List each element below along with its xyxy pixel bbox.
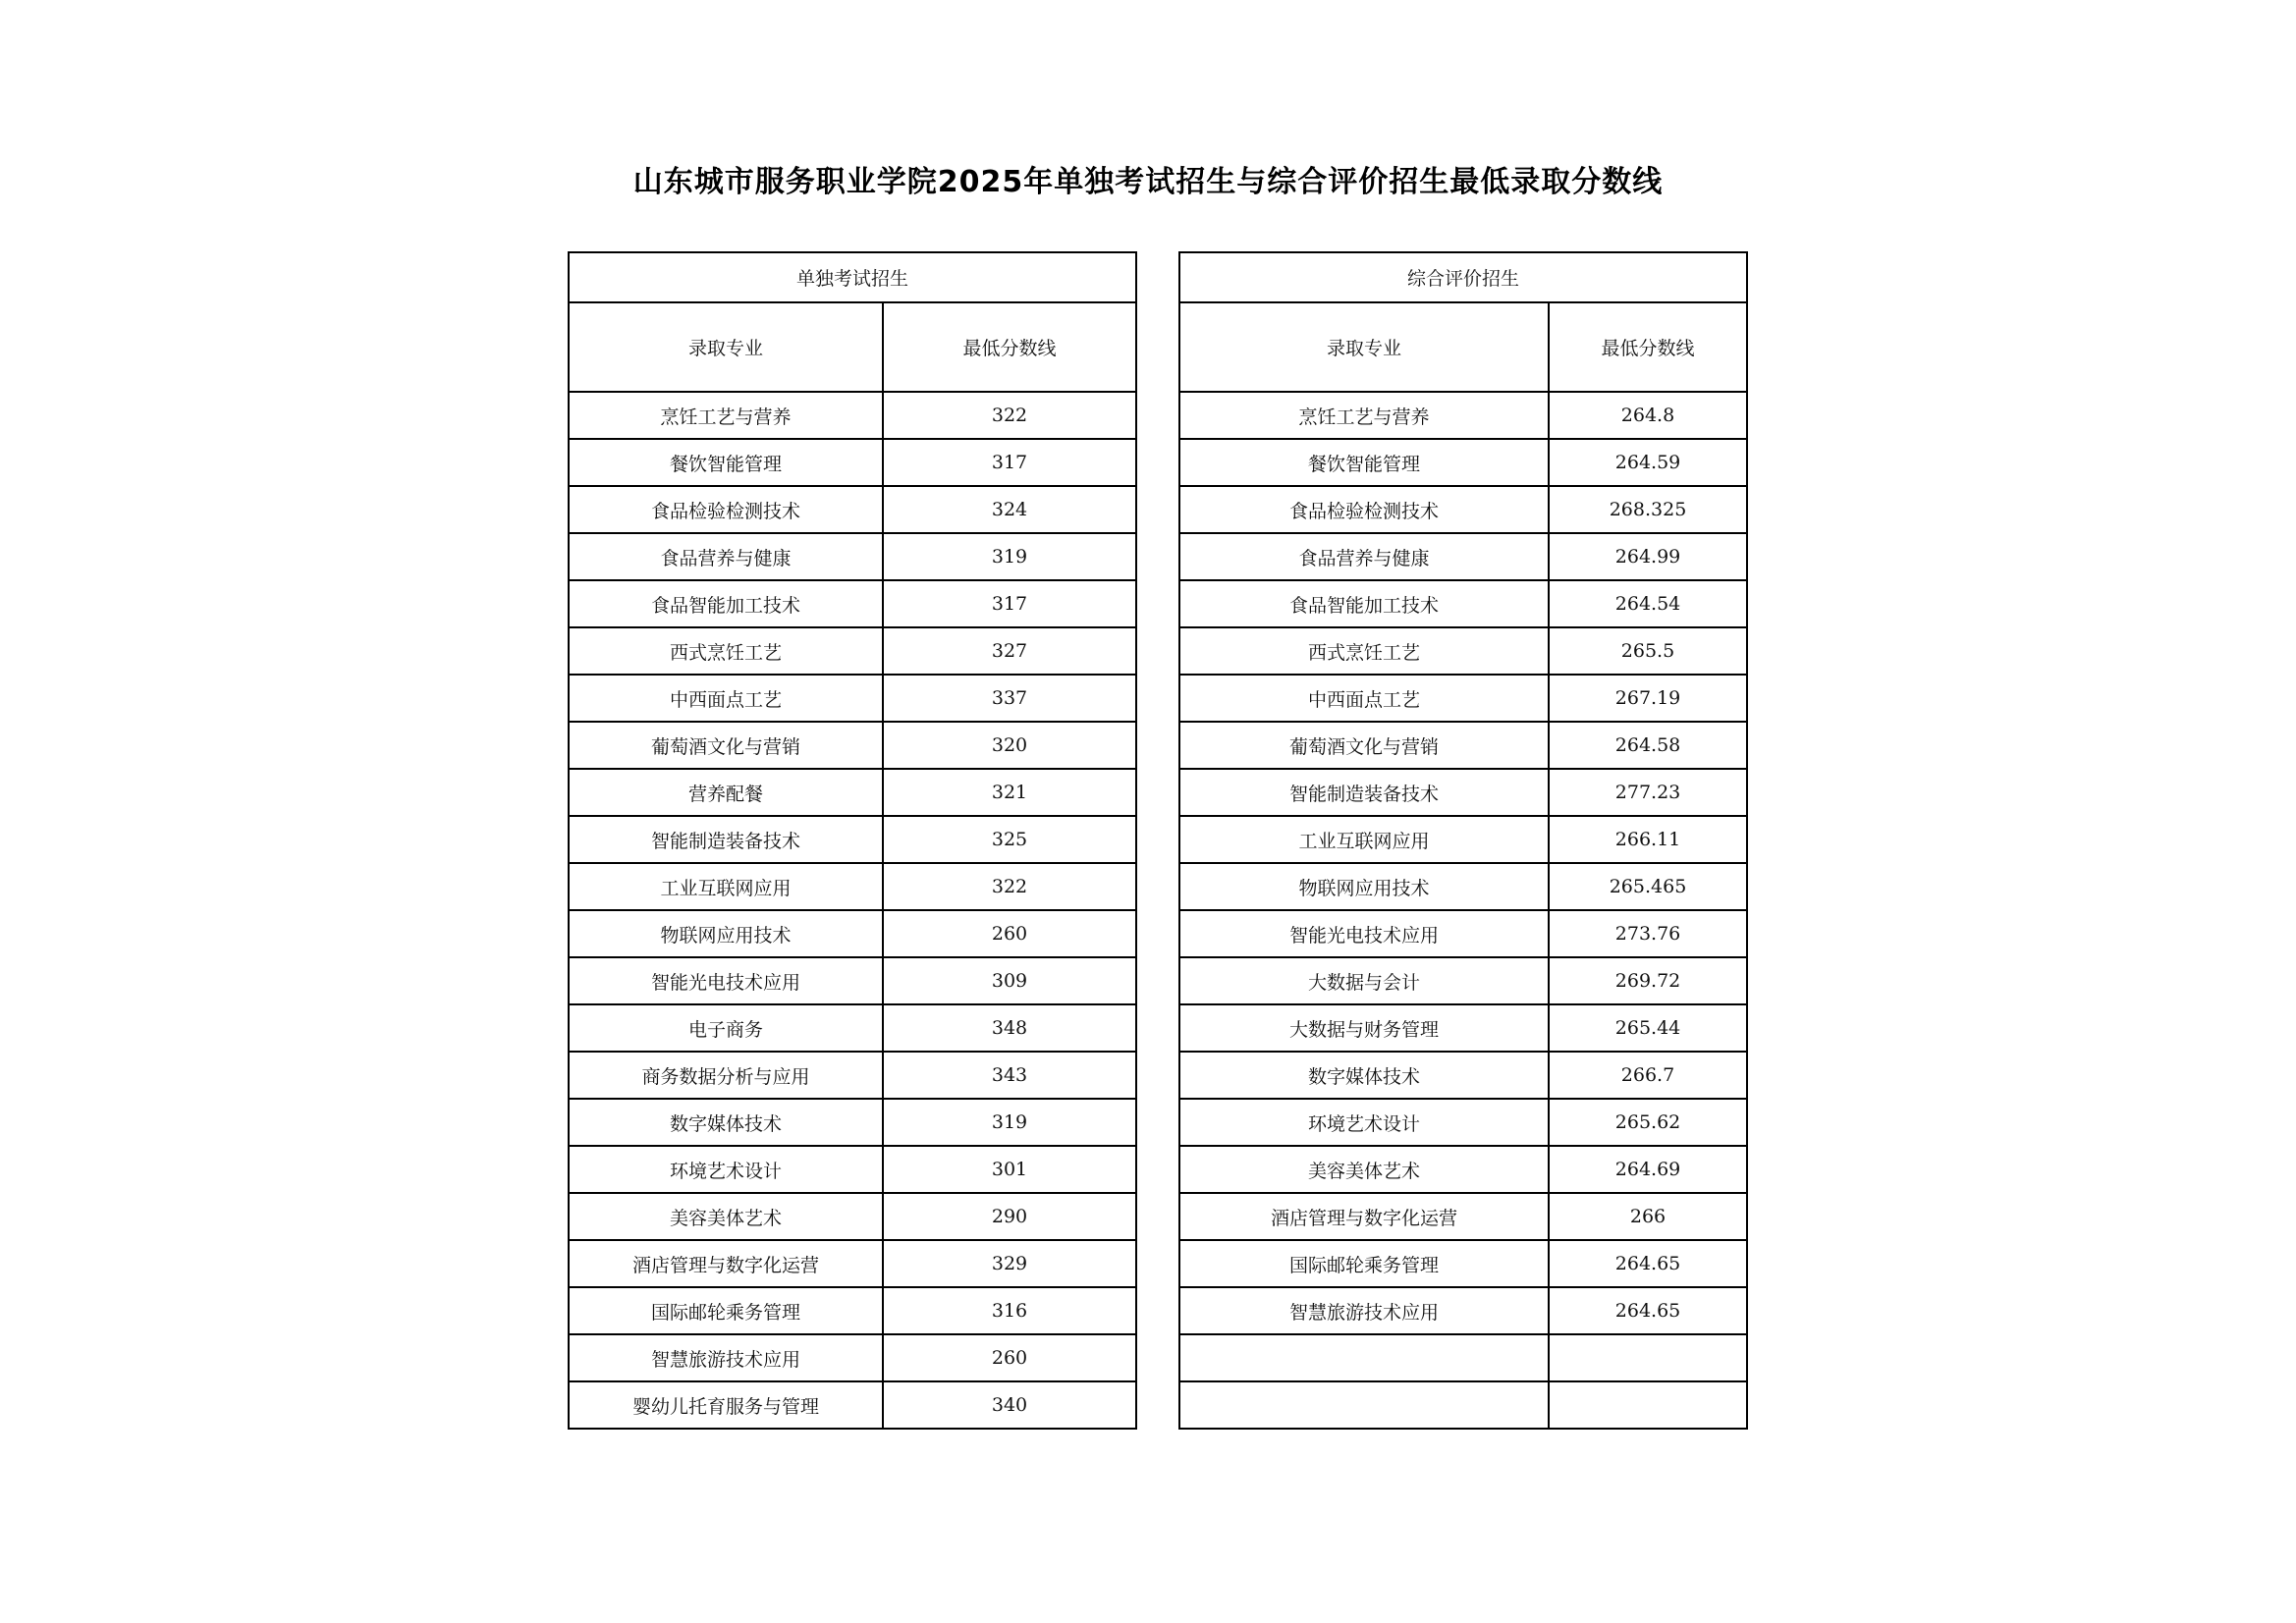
column-header-major: 录取专业 (569, 302, 883, 392)
score-cell: 309 (883, 957, 1136, 1004)
table-row (569, 1287, 1136, 1334)
table-row (569, 1240, 1136, 1287)
table-row (569, 816, 1136, 863)
column-header-row (569, 302, 1136, 392)
table-row (569, 1334, 1136, 1381)
score-cell: 317 (883, 580, 1136, 627)
table-row (1179, 863, 1747, 910)
score-cell: 264.65 (1549, 1287, 1747, 1334)
table-row (1179, 439, 1747, 486)
score-cell: 264.99 (1549, 533, 1747, 580)
major-cell: 智能制造装备技术 (1179, 769, 1549, 816)
table-row (1179, 1193, 1747, 1240)
major-cell: 婴幼儿托育服务与管理 (569, 1381, 883, 1429)
column-header-score: 最低分数线 (1549, 302, 1747, 392)
major-cell: 西式烹饪工艺 (1179, 627, 1549, 675)
table-row (1179, 1240, 1747, 1287)
score-cell: 290 (883, 1193, 1136, 1240)
column-header-row (1179, 302, 1747, 392)
major-cell: 美容美体艺术 (1179, 1146, 1549, 1193)
section-header-row (569, 252, 1136, 302)
score-cell: 265.5 (1549, 627, 1747, 675)
table-row (1179, 533, 1747, 580)
section-label: 综合评价招生 (1179, 252, 1747, 302)
score-cell: 327 (883, 627, 1136, 675)
score-cell: 264.54 (1549, 580, 1747, 627)
table-row (569, 1146, 1136, 1193)
table-row (1179, 1381, 1747, 1429)
major-cell (1179, 1381, 1549, 1429)
score-cell: 319 (883, 533, 1136, 580)
major-cell: 环境艺术设计 (1179, 1099, 1549, 1146)
table-row (1179, 1052, 1747, 1099)
single-exam-table (568, 251, 1137, 1430)
major-cell: 食品智能加工技术 (569, 580, 883, 627)
score-cell: 321 (883, 769, 1136, 816)
score-cell: 273.76 (1549, 910, 1747, 957)
table-row (1179, 957, 1747, 1004)
major-cell: 西式烹饪工艺 (569, 627, 883, 675)
major-cell: 食品检验检测技术 (1179, 486, 1549, 533)
table-row (1179, 580, 1747, 627)
score-cell: 277.23 (1549, 769, 1747, 816)
major-cell: 数字媒体技术 (1179, 1052, 1549, 1099)
table-row (1179, 392, 1747, 439)
score-cell: 320 (883, 722, 1136, 769)
table-row (569, 392, 1136, 439)
major-cell: 物联网应用技术 (1179, 863, 1549, 910)
score-cell: 266 (1549, 1193, 1747, 1240)
table-row (1179, 769, 1747, 816)
score-cell: 337 (883, 675, 1136, 722)
major-cell: 大数据与财务管理 (1179, 1004, 1549, 1052)
table-row (1179, 627, 1747, 675)
score-cell: 322 (883, 392, 1136, 439)
major-cell (1179, 1334, 1549, 1381)
score-cell: 317 (883, 439, 1136, 486)
major-cell: 营养配餐 (569, 769, 883, 816)
major-cell: 环境艺术设计 (569, 1146, 883, 1193)
major-cell: 葡萄酒文化与营销 (569, 722, 883, 769)
major-cell: 电子商务 (569, 1004, 883, 1052)
major-cell: 中西面点工艺 (1179, 675, 1549, 722)
score-cell: 265.44 (1549, 1004, 1747, 1052)
major-cell: 工业互联网应用 (1179, 816, 1549, 863)
score-cell: 343 (883, 1052, 1136, 1099)
score-cell: 264.59 (1549, 439, 1747, 486)
score-cell: 301 (883, 1146, 1136, 1193)
score-cell: 268.325 (1549, 486, 1747, 533)
table-row (569, 1099, 1136, 1146)
table-row (569, 910, 1136, 957)
major-cell: 食品营养与健康 (569, 533, 883, 580)
score-cell: 316 (883, 1287, 1136, 1334)
score-cell: 325 (883, 816, 1136, 863)
major-cell: 智能光电技术应用 (1179, 910, 1549, 957)
score-cell: 329 (883, 1240, 1136, 1287)
table-row (569, 1004, 1136, 1052)
comprehensive-table (1178, 251, 1748, 1430)
major-cell: 智能光电技术应用 (569, 957, 883, 1004)
major-cell: 国际邮轮乘务管理 (1179, 1240, 1549, 1287)
score-cell: 267.19 (1549, 675, 1747, 722)
column-header-score: 最低分数线 (883, 302, 1136, 392)
column-header-major: 录取专业 (1179, 302, 1549, 392)
page-title: 山东城市服务职业学院2025年单独考试招生与综合评价招生最低录取分数线 (632, 165, 1664, 199)
score-cell: 264.69 (1549, 1146, 1747, 1193)
score-cell: 265.62 (1549, 1099, 1747, 1146)
score-cell: 266.7 (1549, 1052, 1747, 1099)
section-header-row (1179, 252, 1747, 302)
table-row (569, 439, 1136, 486)
major-cell: 美容美体艺术 (569, 1193, 883, 1240)
major-cell: 葡萄酒文化与营销 (1179, 722, 1549, 769)
table-row (569, 675, 1136, 722)
table-row (569, 486, 1136, 533)
score-cell: 319 (883, 1099, 1136, 1146)
table-row (569, 627, 1136, 675)
table-row (569, 722, 1136, 769)
score-cell: 260 (883, 910, 1136, 957)
table-row (1179, 1004, 1747, 1052)
table-row (569, 1193, 1136, 1240)
score-cell: 324 (883, 486, 1136, 533)
score-cell: 265.465 (1549, 863, 1747, 910)
major-cell: 工业互联网应用 (569, 863, 883, 910)
table-row (569, 580, 1136, 627)
score-cell: 264.65 (1549, 1240, 1747, 1287)
major-cell: 餐饮智能管理 (569, 439, 883, 486)
major-cell: 智慧旅游技术应用 (1179, 1287, 1549, 1334)
table-row (1179, 722, 1747, 769)
table-row (1179, 486, 1747, 533)
major-cell: 商务数据分析与应用 (569, 1052, 883, 1099)
major-cell: 食品检验检测技术 (569, 486, 883, 533)
table-row (1179, 1146, 1747, 1193)
score-cell: 266.11 (1549, 816, 1747, 863)
major-cell: 物联网应用技术 (569, 910, 883, 957)
major-cell: 烹饪工艺与营养 (1179, 392, 1549, 439)
major-cell: 酒店管理与数字化运营 (1179, 1193, 1549, 1240)
score-cell (1549, 1334, 1747, 1381)
major-cell: 食品营养与健康 (1179, 533, 1549, 580)
table-row (1179, 1099, 1747, 1146)
major-cell: 餐饮智能管理 (1179, 439, 1549, 486)
table-row (569, 957, 1136, 1004)
table-row (569, 533, 1136, 580)
table-row (1179, 675, 1747, 722)
score-cell: 269.72 (1549, 957, 1747, 1004)
score-cell: 348 (883, 1004, 1136, 1052)
table-row (569, 769, 1136, 816)
score-cell: 260 (883, 1334, 1136, 1381)
score-cell (1549, 1381, 1747, 1429)
major-cell: 烹饪工艺与营养 (569, 392, 883, 439)
major-cell: 智能制造装备技术 (569, 816, 883, 863)
table-row (569, 1381, 1136, 1429)
score-cell: 264.8 (1549, 392, 1747, 439)
major-cell: 大数据与会计 (1179, 957, 1549, 1004)
major-cell: 数字媒体技术 (569, 1099, 883, 1146)
major-cell: 食品智能加工技术 (1179, 580, 1549, 627)
table-row (1179, 910, 1747, 957)
table-row (1179, 1334, 1747, 1381)
table-row (569, 863, 1136, 910)
score-cell: 322 (883, 863, 1136, 910)
major-cell: 中西面点工艺 (569, 675, 883, 722)
score-cell: 340 (883, 1381, 1136, 1429)
section-label: 单独考试招生 (569, 252, 1136, 302)
major-cell: 智慧旅游技术应用 (569, 1334, 883, 1381)
major-cell: 酒店管理与数字化运营 (569, 1240, 883, 1287)
major-cell: 国际邮轮乘务管理 (569, 1287, 883, 1334)
table-row (1179, 816, 1747, 863)
table-row (1179, 1287, 1747, 1334)
score-cell: 264.58 (1549, 722, 1747, 769)
table-row (569, 1052, 1136, 1099)
